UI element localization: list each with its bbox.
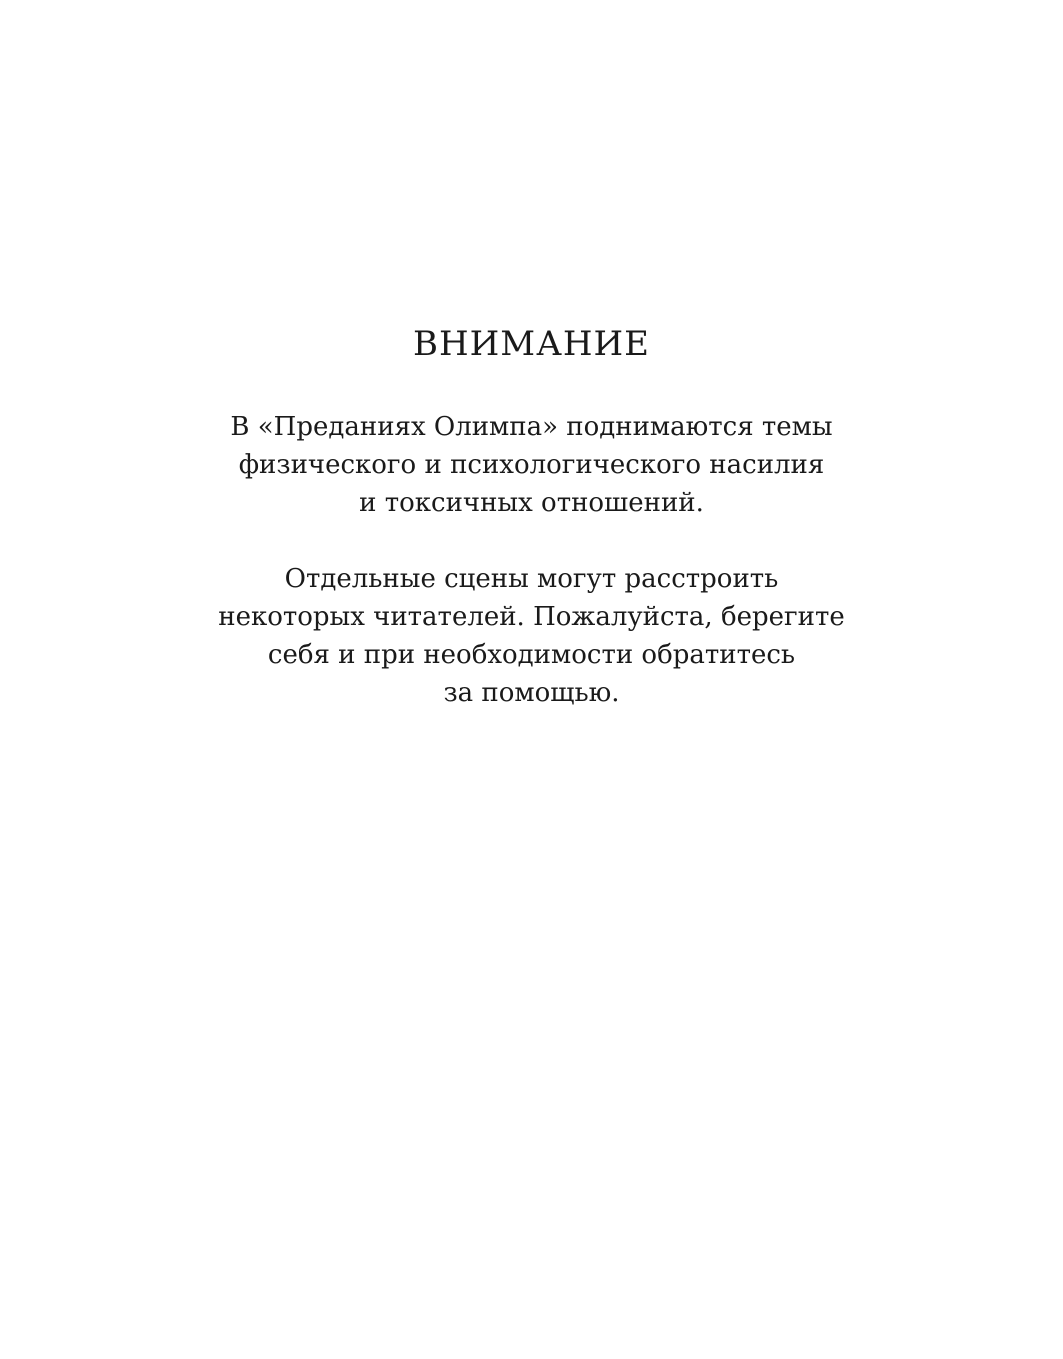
paragraph-line: себя и при необходимости обратитесь	[267, 640, 796, 670]
content-warning-paragraph	[0, 408, 1063, 522]
warning-notice	[0, 318, 1063, 712]
paragraph-line: В «Преданиях Олимпа» поднимаются темы	[230, 412, 833, 442]
paragraph-line: Отдельные сцены могут расстроить	[284, 564, 779, 594]
paragraph-line: некоторых читателей. Пожалуйста, берегите	[218, 602, 845, 632]
paragraph-spacer	[0, 522, 1063, 560]
paragraph-line: и токсичных отношений.	[359, 488, 704, 518]
paragraph-line: за помощью.	[443, 678, 620, 708]
advice-paragraph	[0, 560, 1063, 712]
paragraph-line: физического и психологического насилия	[238, 450, 825, 480]
page-title: ВНИМАНИЕ	[413, 324, 650, 364]
